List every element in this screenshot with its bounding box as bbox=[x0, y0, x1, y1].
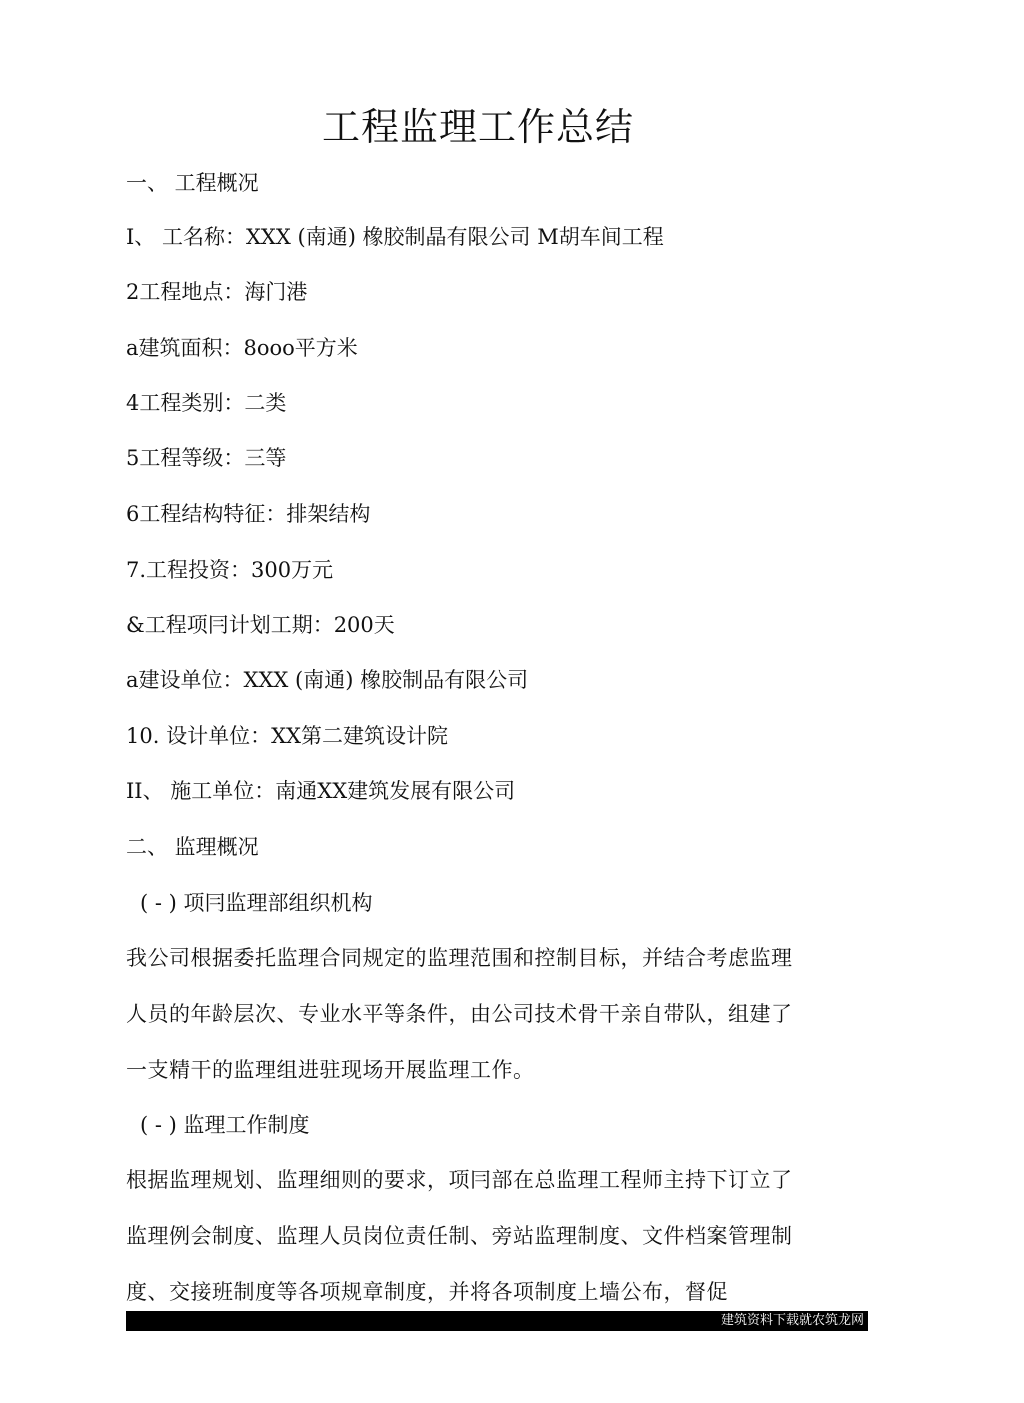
item-project-grade: 5工程等级：三等 bbox=[126, 446, 287, 470]
document-title: 工程监理工作总结 bbox=[321, 105, 634, 149]
item-owner-unit: a建设单位：XXX (南通) 橡胶制品有限公司 bbox=[126, 668, 529, 692]
paragraph-work-system: 根据监理规划、监理细则的要求，项冃部在总监理工程师主持下订立了监理例会制度、监理人员岗位责任制、旁站监理制度、文件档案管理制度、交接班制度等各项规章制度，并将各项制度上墙公布，督促 bbox=[126, 1168, 793, 1304]
footer-watermark-bar bbox=[126, 1311, 868, 1331]
subheading-organization: ( - ) 项冃监理部组织机构 bbox=[140, 891, 373, 915]
section-heading-project-overview: 一、 工程概况 bbox=[126, 171, 259, 195]
item-project-name: I、 工名称：XXX (南通) 橡胶制晶有限公司 M胡车间工程 bbox=[126, 225, 664, 249]
item-construction-unit: II、 施工单位：南通XX建筑发展有限公司 bbox=[126, 779, 516, 803]
item-project-location: 2工程地点：海门港 bbox=[126, 280, 308, 304]
item-project-category: 4工程类别：二类 bbox=[126, 391, 287, 415]
item-design-unit: 10. 设计单位：XX第二建筑设计院 bbox=[126, 724, 448, 748]
subheading-work-system: ( - ) 监理工作制度 bbox=[140, 1113, 310, 1137]
section-heading-supervision-overview: 二、 监理概况 bbox=[126, 835, 259, 859]
item-investment: 7.工程投资：300万元 bbox=[126, 558, 334, 582]
paragraph-organization: 我公司根据委托监理合同规定的监理范围和控制目标，并结合考虑监理人员的年龄层次、专业水平等条件，由公司技术骨干亲自带队，组建了一支精干的监理组进驻现场开展监理工作。 bbox=[126, 946, 793, 1082]
footer-watermark-text: 建筑资料下载就农筑龙网 bbox=[720, 1313, 864, 1328]
item-structure-feature: 6工程结构特征：排架结构 bbox=[126, 502, 371, 526]
item-building-area: a建筑面积：8ooo平方米 bbox=[126, 336, 358, 360]
item-planned-duration: &工程项冃计划工期：200天 bbox=[126, 613, 395, 637]
